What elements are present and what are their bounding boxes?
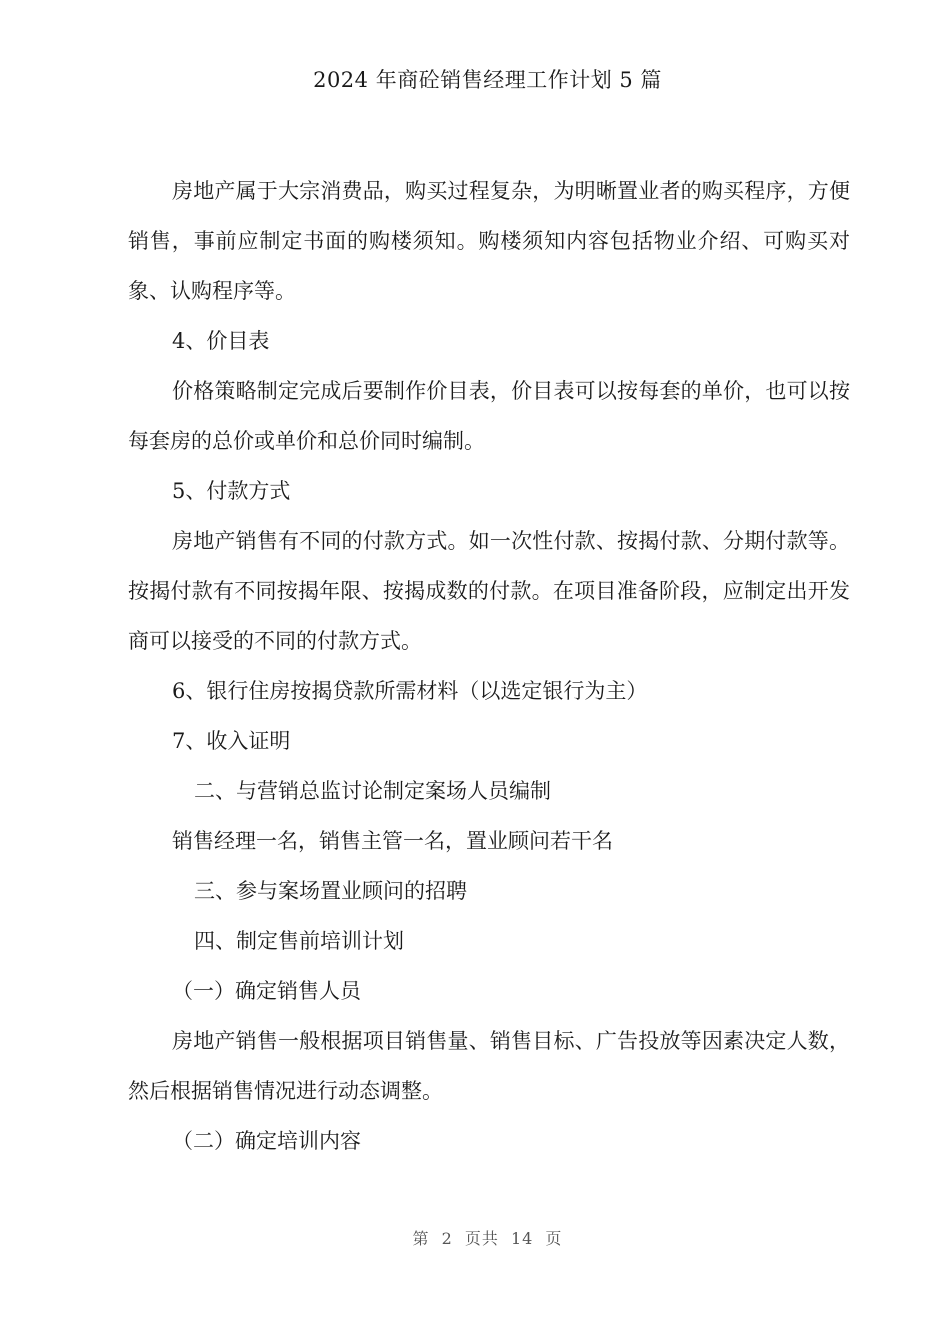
page-number-footer: 第 2 页共 14 页 xyxy=(412,1229,563,1248)
document-body xyxy=(128,166,850,1166)
paragraph-staffing: 销售经理一名，销售主管一名，置业顾问若干名 xyxy=(172,829,613,853)
paragraph-sales-staff: 房地产销售一般根据项目销售量、销售目标、广告投放等因素决定人数，然后根据销售情况进行动态调整。 xyxy=(128,1029,850,1103)
heading-bank-loan-materials: 6、银行住房按揭贷款所需材料（以选定银行为主） xyxy=(172,679,648,703)
subheading-sales-staff: （一）确定销售人员 xyxy=(172,979,361,1003)
subheading-training-content: （二）确定培训内容 xyxy=(172,1129,361,1153)
section-heading-recruitment: 三、参与案场置业顾问的招聘 xyxy=(194,879,467,903)
paragraph-purchase-notice: 房地产属于大宗消费品，购买过程复杂，为明晰置业者的购买程序，方便销售，事前应制定书面的购楼须知。购楼须知内容包括物业介绍、可购买对象、认购程序等。 xyxy=(128,179,850,303)
section-heading-training-plan: 四、制定售前培训计划 xyxy=(194,929,404,953)
heading-price-list: 4、价目表 xyxy=(172,329,270,353)
paragraph-price-list: 价格策略制定完成后要制作价目表，价目表可以按每套的单价，也可以按每套房的总价或单价和总价同时编制。 xyxy=(128,379,850,453)
document-title: 2024 年商砼销售经理工作计划 5 篇 xyxy=(313,68,662,92)
paragraph-payment-methods: 房地产销售有不同的付款方式。如一次性付款、按揭付款、分期付款等。按揭付款有不同按揭年限、按揭成数的付款。在项目准备阶段，应制定出开发商可以接受的不同的付款方式。 xyxy=(128,529,850,653)
heading-income-proof: 7、收入证明 xyxy=(172,729,291,753)
heading-payment-methods: 5、付款方式 xyxy=(172,479,291,503)
section-heading-staffing: 二、与营销总监讨论制定案场人员编制 xyxy=(194,779,551,803)
